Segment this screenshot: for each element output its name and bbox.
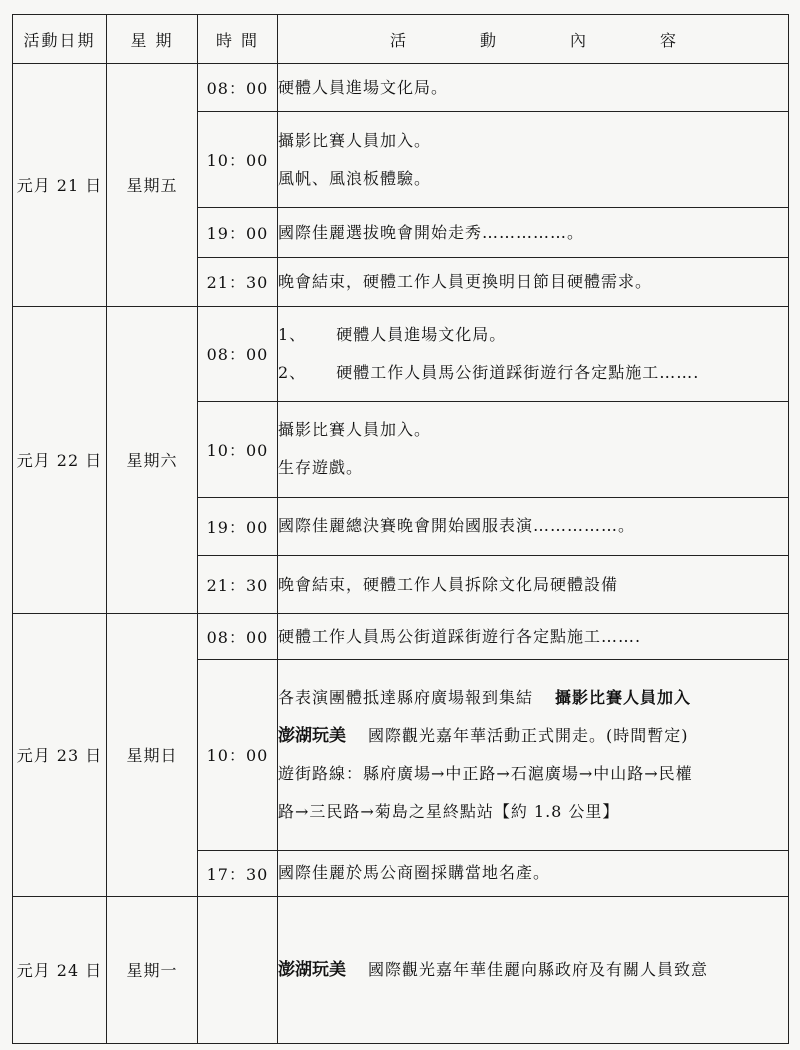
date-cell: 元月 22 日: [13, 306, 107, 614]
header-date: 活動日期: [13, 15, 107, 64]
schedule-table: [12, 14, 789, 1044]
time-cell: 17：30: [198, 850, 278, 896]
table-row: [13, 896, 789, 1043]
brand-logo-text: 澎湖玩美: [278, 959, 346, 980]
weekday-cell: 星期日: [107, 614, 198, 897]
content-cell: [278, 850, 789, 896]
time-cell: 21：30: [198, 258, 278, 306]
content-line: [278, 354, 788, 392]
content-line: 國際佳麗於馬公商圈採購當地名產。: [278, 863, 551, 883]
header-weekday: 星 期: [107, 15, 198, 64]
time-cell: 08：00: [198, 306, 278, 401]
table-row: [13, 64, 789, 112]
content-line: 晚會結束，硬體工作人員拆除文化局硬體設備: [278, 574, 619, 594]
content-cell: [278, 112, 789, 208]
content-line: [278, 717, 788, 755]
content-line: 國際佳麗總決賽晚會開始國服表演……………。: [278, 516, 636, 536]
content-line: [278, 316, 788, 354]
item-number: 2、: [278, 362, 307, 382]
item-number: 1、: [278, 324, 307, 344]
date-cell: 元月 24 日: [13, 896, 107, 1043]
content-line: 路→三民路→菊島之星終點站【約 1.8 公里】: [278, 801, 620, 821]
content-line: 風帆、風浪板體驗。: [278, 168, 432, 188]
content-text: 國際觀光嘉年華活動正式開走。(時間暫定): [368, 725, 689, 745]
content-line: 攝影比賽人員加入。: [278, 420, 432, 440]
time-cell: 19：00: [198, 497, 278, 555]
date-cell: 元月 21 日: [13, 64, 107, 306]
content-line: [278, 953, 788, 987]
content-cell: [278, 306, 789, 401]
content-line: 晚會結束，硬體工作人員更換明日節目硬體需求。: [278, 271, 653, 291]
time-cell: 08：00: [198, 614, 278, 660]
header-content-char: 活: [389, 30, 406, 50]
time-cell: [198, 896, 278, 1043]
time-cell: 21：30: [198, 555, 278, 613]
header-row: [13, 15, 789, 64]
weekday-cell: 星期五: [107, 64, 198, 306]
content-cell: [278, 614, 789, 660]
item-text: 硬體工作人員馬公街道踩街遊行各定點施工…….: [336, 362, 700, 382]
header-time: 時 間: [198, 15, 278, 64]
content-cell: [278, 64, 789, 112]
item-text: 硬體人員進場文化局。: [336, 324, 507, 344]
header-content-char: 內: [569, 30, 586, 50]
content-line: 遊街路線：縣府廣場→中正路→石滬廣場→中山路→民權: [278, 763, 693, 783]
content-cell: [278, 258, 789, 306]
weekday-cell: 星期一: [107, 896, 198, 1043]
header-content: [278, 15, 789, 64]
content-line: 硬體人員進場文化局。: [278, 77, 449, 97]
content-cell: [278, 555, 789, 613]
content-line: 國際佳麗選拔晚會開始走秀……………。: [278, 222, 585, 242]
date-cell: 元月 23 日: [13, 614, 107, 897]
content-cell: [278, 401, 789, 497]
table-row: [13, 614, 789, 660]
weekday-cell: 星期六: [107, 306, 198, 614]
content-line: [278, 679, 788, 717]
header-content-char: 動: [479, 30, 496, 50]
content-cell: [278, 660, 789, 850]
content-cell: [278, 208, 789, 258]
content-cell: [278, 497, 789, 555]
time-cell: 08：00: [198, 64, 278, 112]
header-content-char: 容: [659, 30, 676, 50]
time-cell: 10：00: [198, 112, 278, 208]
content-line: 攝影比賽人員加入。: [278, 130, 432, 150]
content-line: 硬體工作人員馬公街道踩街遊行各定點施工…….: [278, 626, 642, 646]
content-line: 生存遊戲。: [278, 458, 364, 478]
brand-logo-text: 澎湖玩美: [278, 725, 346, 746]
table-row: [13, 306, 789, 401]
highlight-text: 攝影比賽人員加入: [555, 687, 692, 707]
content-cell: [278, 896, 789, 1043]
content-text: 國際觀光嘉年華佳麗向縣政府及有關人員致意: [368, 959, 709, 979]
time-cell: 19：00: [198, 208, 278, 258]
content-text: 各表演團體抵達縣府廣場報到集結: [278, 687, 534, 707]
time-cell: 10：00: [198, 660, 278, 850]
time-cell: 10：00: [198, 401, 278, 497]
